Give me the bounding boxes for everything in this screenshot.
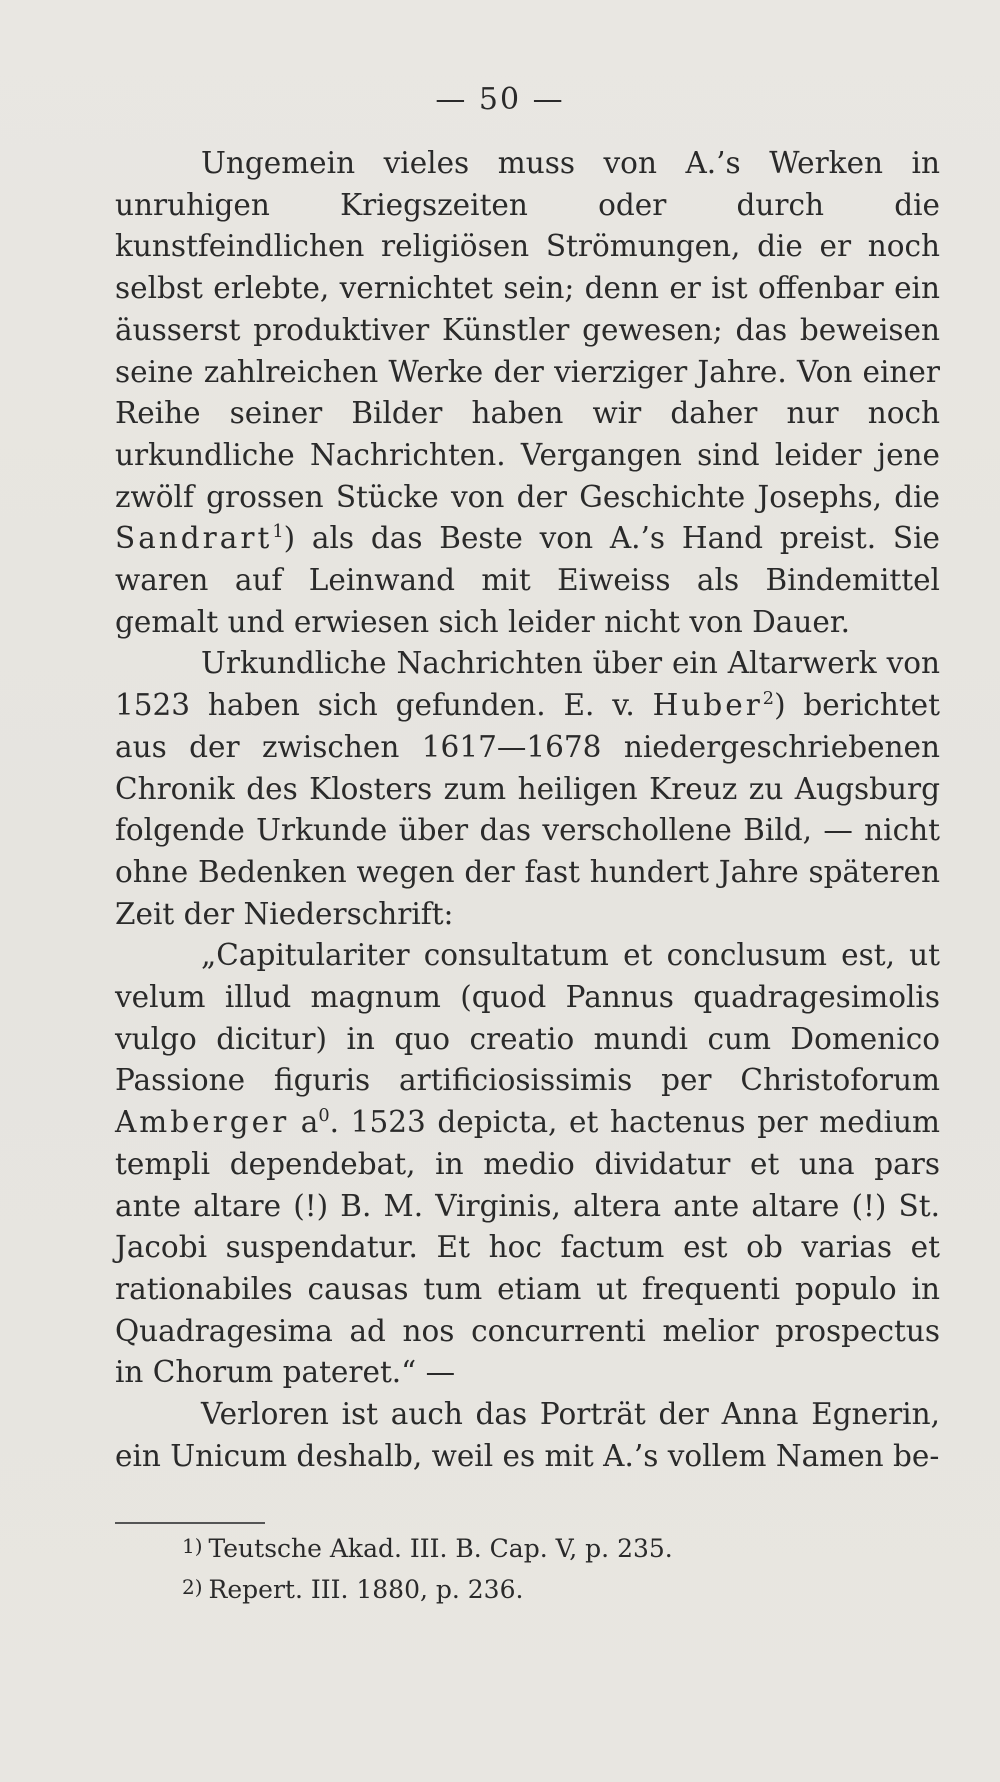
- footnotes: [182, 1527, 673, 1609]
- body-text: [115, 143, 940, 1478]
- page-number: — 50 —: [435, 82, 565, 117]
- name-huber: Huber: [652, 688, 763, 723]
- footnote-ref-1: 1: [272, 522, 284, 543]
- paragraph-2: Urkundliche Nachrichten über ein Altarwerk von 1523 haben sich gefunden. E. v. Huber$^2$) berichtet aus der zwischen 1617—1678 niedergeschriebenen Chronik des Klosters zum heiligen Kreuz zu Augsburg folgende Urkunde über das verschollene Bild, — nicht ohne Bedenken wegen der fast hundert Jahre späteren Zeit der Niederschrift:: [115, 646, 940, 931]
- paragraph-3-latin-quote: „Capitulariter consultatum et conclusum est, ut velum illud magnum (quod Pannus quadragesimolis vulgo dicitur) in quo creatio mundi cum Domenico Passione figuris artificiosissimis per Christoforum Amberger $a^0$. 1523 depicta, et hactenus per medium templi dependebat, in medio dividatur et una pars ante altare (!) B. M. Virginis, altera ante altare (!) St. Jacobi suspendatur. Et hoc factum est ob varias et rationabiles causas tum etiam ut frequenti populo in Quadragesima ad nos concurrenti melior prospectus in Chorum pateret.“ —: [115, 938, 940, 1390]
- paragraph-4: Verloren ist auch das Porträt der Anna Egnerin, ein Unicum deshalb, weil es mit A.’s vollem Namen be-: [115, 1397, 940, 1473]
- footnote-ref-2: 2: [762, 689, 775, 710]
- paragraph-1: Ungemein vieles muss von A.’s Werken in unruhigen Kriegszeiten oder durch die kunstfeindlichen religiösen Strömungen, die er noch selbst erlebte, vernichtet sein; denn er ist offenbar ein äusserst produktiver Künstler gewesen; das beweisen seine zahlreichen Werke der vierziger Jahre. Von einer Reihe seiner Bilder haben wir daher nur noch urkundliche Nachrichten. Vergangen sind leider jene zwölf grossen Stücke von der Geschichte Josephs, die Sandrart$^1$) als das Beste von A.’s Hand preist. Sie waren auf Leinwand mit Eiweiss als Bindemittel gemalt und erwiesen sich leider nicht von Dauer.: [115, 146, 940, 639]
- name-amberger: Amberger: [115, 1105, 290, 1140]
- footnote-1: 1) Teutsche Akad. III. B. Cap. V, p. 235.: [182, 1534, 673, 1563]
- footnote-2: 2) Repert. III. 1880, p. 236.: [182, 1575, 524, 1604]
- name-sandrart: Sandrart: [115, 521, 273, 556]
- footnote-divider: [115, 1522, 265, 1524]
- superscript-o: 0: [318, 1106, 330, 1127]
